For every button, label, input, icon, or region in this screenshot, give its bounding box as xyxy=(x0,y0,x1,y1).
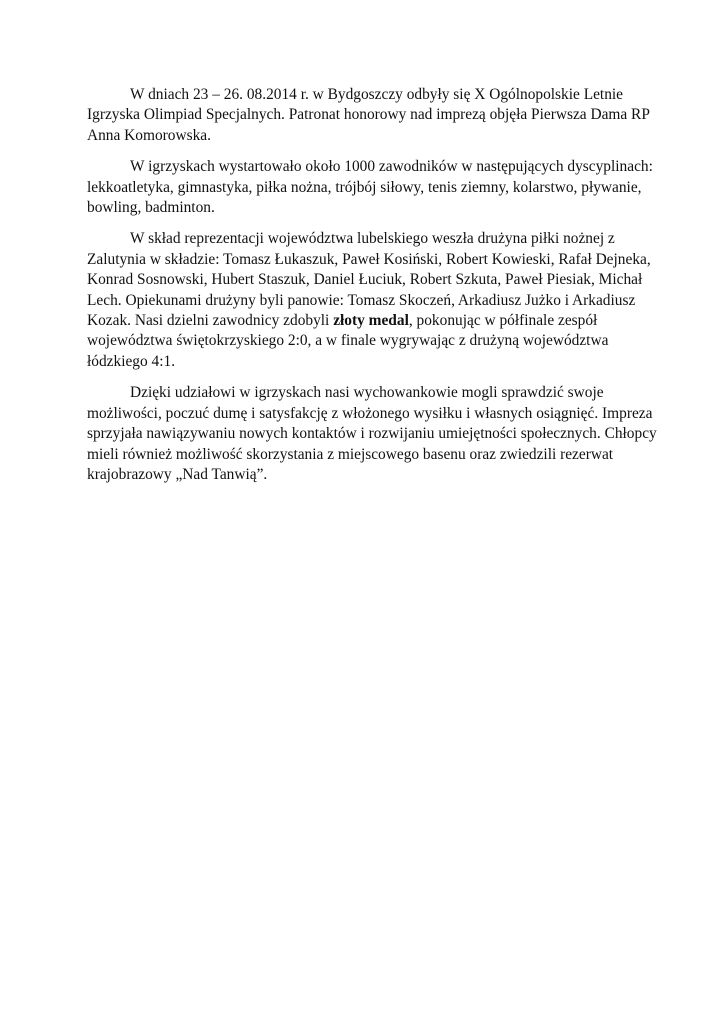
text-line: Konrad Sosnowski, Hubert Staszuk, Daniel Łuciuk, Robert Szkuta, Paweł Piesiak, Michał xyxy=(87,271,643,289)
text-line: W skład reprezentacji województwa lubelskiego weszła drużyna piłki nożnej z xyxy=(130,230,615,248)
bold-phrase: złoty medal xyxy=(333,312,409,330)
text-line: W dniach 23 – 26. 08.2014 r. w Bydgoszczy odbyły się X Ogólnopolskie Letnie xyxy=(130,86,624,103)
text-line xyxy=(87,311,645,331)
text-line: sprzyjała nawiązywaniu nowych kontaktów i rozwijaniu umiejętności społecznych. Chłopcy xyxy=(87,425,657,443)
text-line: lekkoatletyka, gimnastyka, piłka nożna, trójbój siłowy, tenis ziemny, kolarstwo, pływanie, xyxy=(87,178,642,196)
paragraph-4 xyxy=(87,383,657,485)
text-line: województwa świętokrzyskiego 2:0, a w finale wygrywając z drużyną województwa xyxy=(87,332,609,350)
text-line: łódzkiego 4:1. xyxy=(87,352,176,370)
text-line: bowling, badminton. xyxy=(87,199,215,217)
document-page xyxy=(87,85,657,496)
text-line: Anna Komorowska. xyxy=(87,126,211,144)
text-segment: Kozak. Nasi dzielni zawodnicy zdobyli xyxy=(87,312,334,330)
text-line: Igrzyska Olimpiad Specjalnych. Patronat honorowy nad imprezą objęła Pierwsza Dama RP xyxy=(87,106,650,124)
text-line: Zalutynia w składzie: Tomasz Łukaszuk, Paweł Kosiński, Robert Kowieski, Rafał Dejneka, xyxy=(87,250,651,268)
paragraph-2 xyxy=(87,157,653,218)
text-line: Lech. Opiekunami drużyny byli panowie: Tomasz Skoczeń, Arkadiusz Jużko i Arkadiusz xyxy=(87,291,636,309)
text-segment: , pokonując w półfinale zespół xyxy=(408,312,598,330)
paragraph-3 xyxy=(87,229,651,372)
text-line: krajobrazowy „Nad Tanwią”. xyxy=(87,465,268,483)
paragraph-1 xyxy=(87,85,650,146)
text-line: W igrzyskach wystartowało około 1000 zawodników w następujących dyscyplinach: xyxy=(130,158,653,176)
text-line: możliwości, poczuć dumę i satysfakcję z włożonego wysiłku i własnych osiągnięć. Impreza xyxy=(87,404,653,422)
text-line: Dzięki udziałowi w igrzyskach nasi wychowankowie mogli sprawdzić swoje xyxy=(130,384,604,402)
text-line: mieli również możliwość skorzystania z miejscowego basenu oraz zwiedzili rezerwat xyxy=(87,445,614,463)
